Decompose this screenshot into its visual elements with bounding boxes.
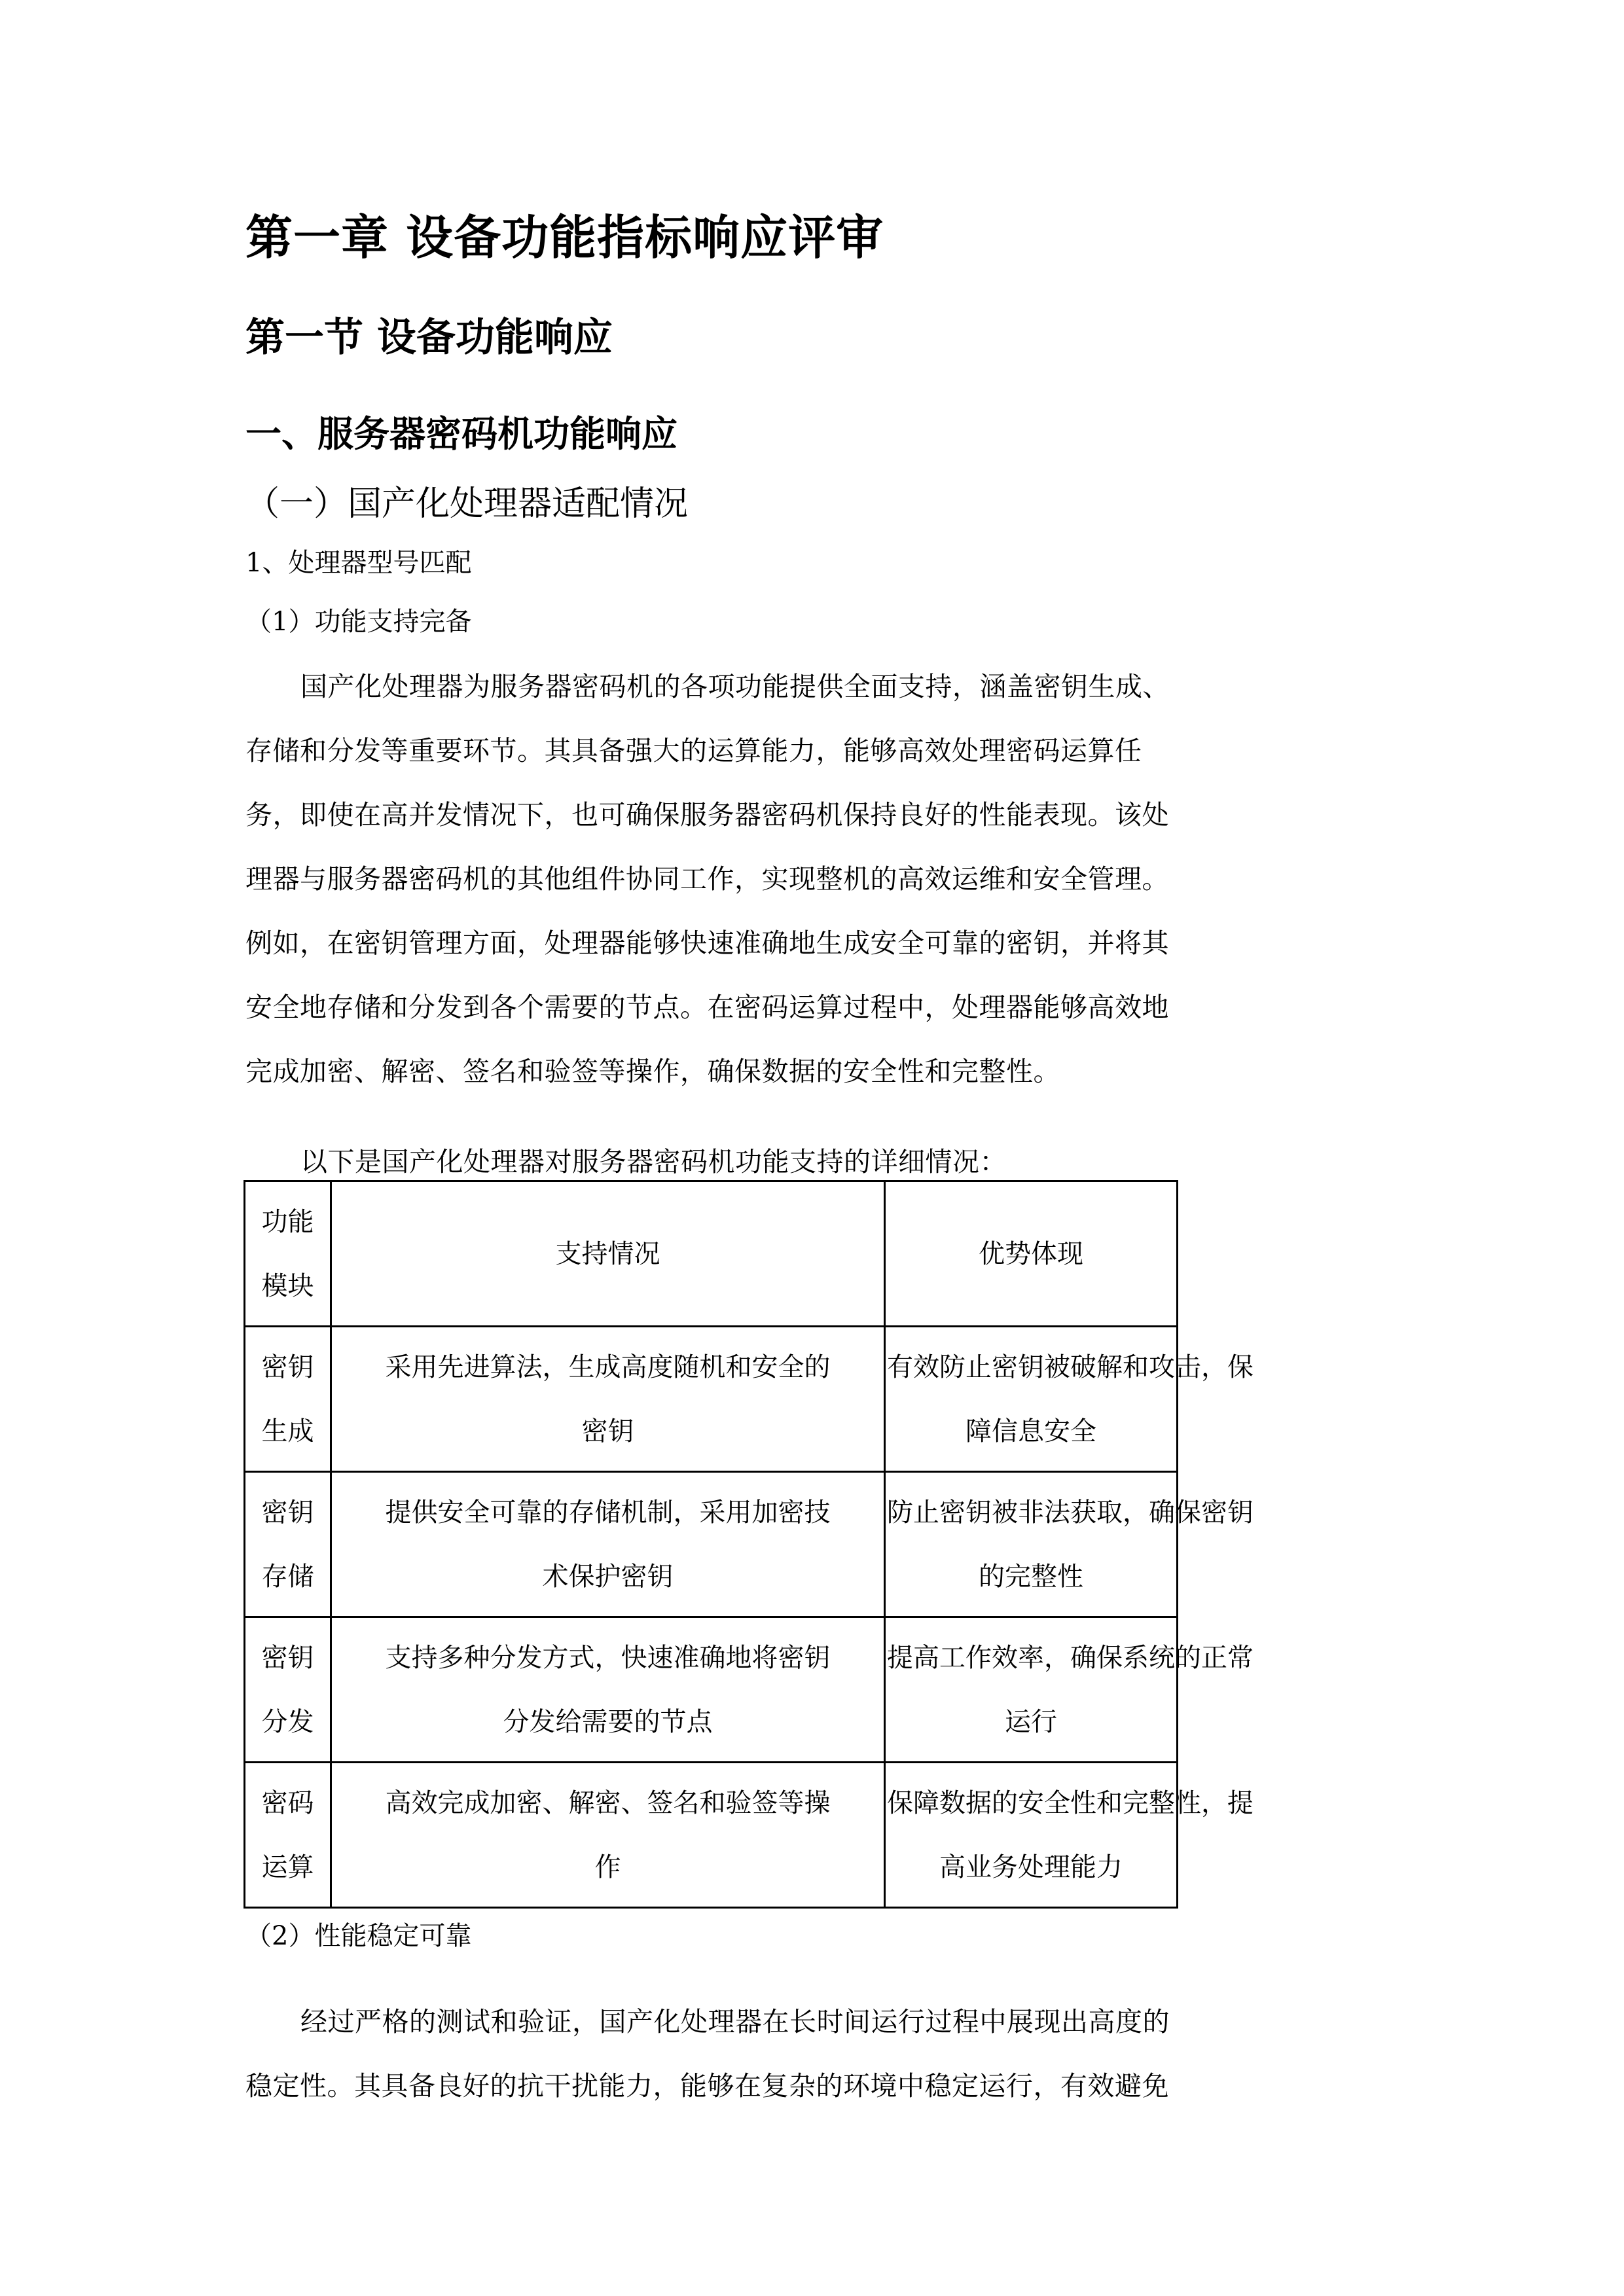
paragraph-line: 理器与服务器密码机的其他组件协同工作，实现整机的高效运维和安全管理。	[245, 863, 1169, 895]
cell-module: 密钥 存储	[245, 1472, 331, 1617]
cell-advantage: 保障数据的安全性和完整性，提 高业务处理能力	[885, 1763, 1178, 1908]
cell-module: 密码 运算	[245, 1763, 331, 1908]
section-title: 第一节 设备功能响应	[245, 315, 613, 361]
paragraph-function-support	[245, 655, 1176, 1103]
cell-support: 采用先进算法，生成高度随机和安全的 密钥	[331, 1327, 885, 1472]
table-row	[245, 1327, 1178, 1472]
subitem-title-1: （1）功能支持完备	[245, 607, 472, 637]
header-advantage: 优势体现	[885, 1181, 1178, 1327]
cell-module: 密钥 生成	[245, 1327, 331, 1472]
cell-support: 高效完成加密、解密、签名和验签等操 作	[331, 1763, 885, 1908]
chapter-title: 第一章 设备功能指标响应评审	[245, 210, 884, 265]
cell-advantage: 提高工作效率，确保系统的正常 运行	[885, 1617, 1178, 1763]
paragraph-performance-stability	[245, 1990, 1176, 2118]
subsubsection-title: （一）国产化处理器适配情况	[245, 484, 689, 524]
function-support-table	[244, 1180, 1254, 1909]
paragraph-line: 例如，在密钥管理方面，处理器能够快速准确地生成安全可靠的密钥，并将其	[245, 927, 1169, 959]
table-row	[245, 1472, 1178, 1617]
cell-support: 提供安全可靠的存储机制，采用加密技 术保护密钥	[331, 1472, 885, 1617]
cell-advantage: 防止密钥被非法获取，确保密钥 的完整性	[885, 1472, 1178, 1617]
header-module: 功能 模块	[245, 1181, 331, 1327]
table-row	[245, 1763, 1178, 1908]
cell-support: 支持多种分发方式，快速准确地将密钥 分发给需要的节点	[331, 1617, 885, 1763]
item-title: 1、处理器型号匹配	[245, 548, 472, 578]
paragraph-line: 经过严格的测试和验证，国产化处理器在长时间运行过程中展现出高度的	[300, 2006, 1170, 2037]
subsection-title: 一、服务器密码机功能响应	[245, 413, 678, 455]
header-support: 支持情况	[331, 1181, 885, 1327]
paragraph-line: 存储和分发等重要环节。其具备强大的运算能力，能够高效处理密码运算任	[245, 735, 1142, 766]
paragraph-line: 安全地存储和分发到各个需要的节点。在密码运算过程中，处理器能够高效地	[245, 992, 1169, 1023]
subitem-title-2: （2）性能稳定可靠	[245, 1921, 472, 1951]
table-row	[245, 1617, 1178, 1763]
cell-advantage: 有效防止密钥被破解和攻击，保 障信息安全	[885, 1327, 1178, 1472]
cell-module: 密钥 分发	[245, 1617, 331, 1763]
paragraph-line: 国产化处理器为服务器密码机的各项功能提供全面支持，涵盖密钥生成、	[300, 671, 1170, 702]
paragraph-line: 务，即使在高并发情况下，也可确保服务器密码机保持良好的性能表现。该处	[245, 799, 1169, 831]
table-header-row	[245, 1181, 1178, 1327]
paragraph-line: 稳定性。其具备良好的抗干扰能力，能够在复杂的环境中稳定运行，有效避免	[245, 2070, 1169, 2102]
paragraph-table-intro: 以下是国产化处理器对服务器密码机功能支持的详细情况：	[300, 1146, 1007, 1177]
paragraph-line: 完成加密、解密、签名和验签等操作，确保数据的安全性和完整性。	[245, 1056, 1060, 1087]
